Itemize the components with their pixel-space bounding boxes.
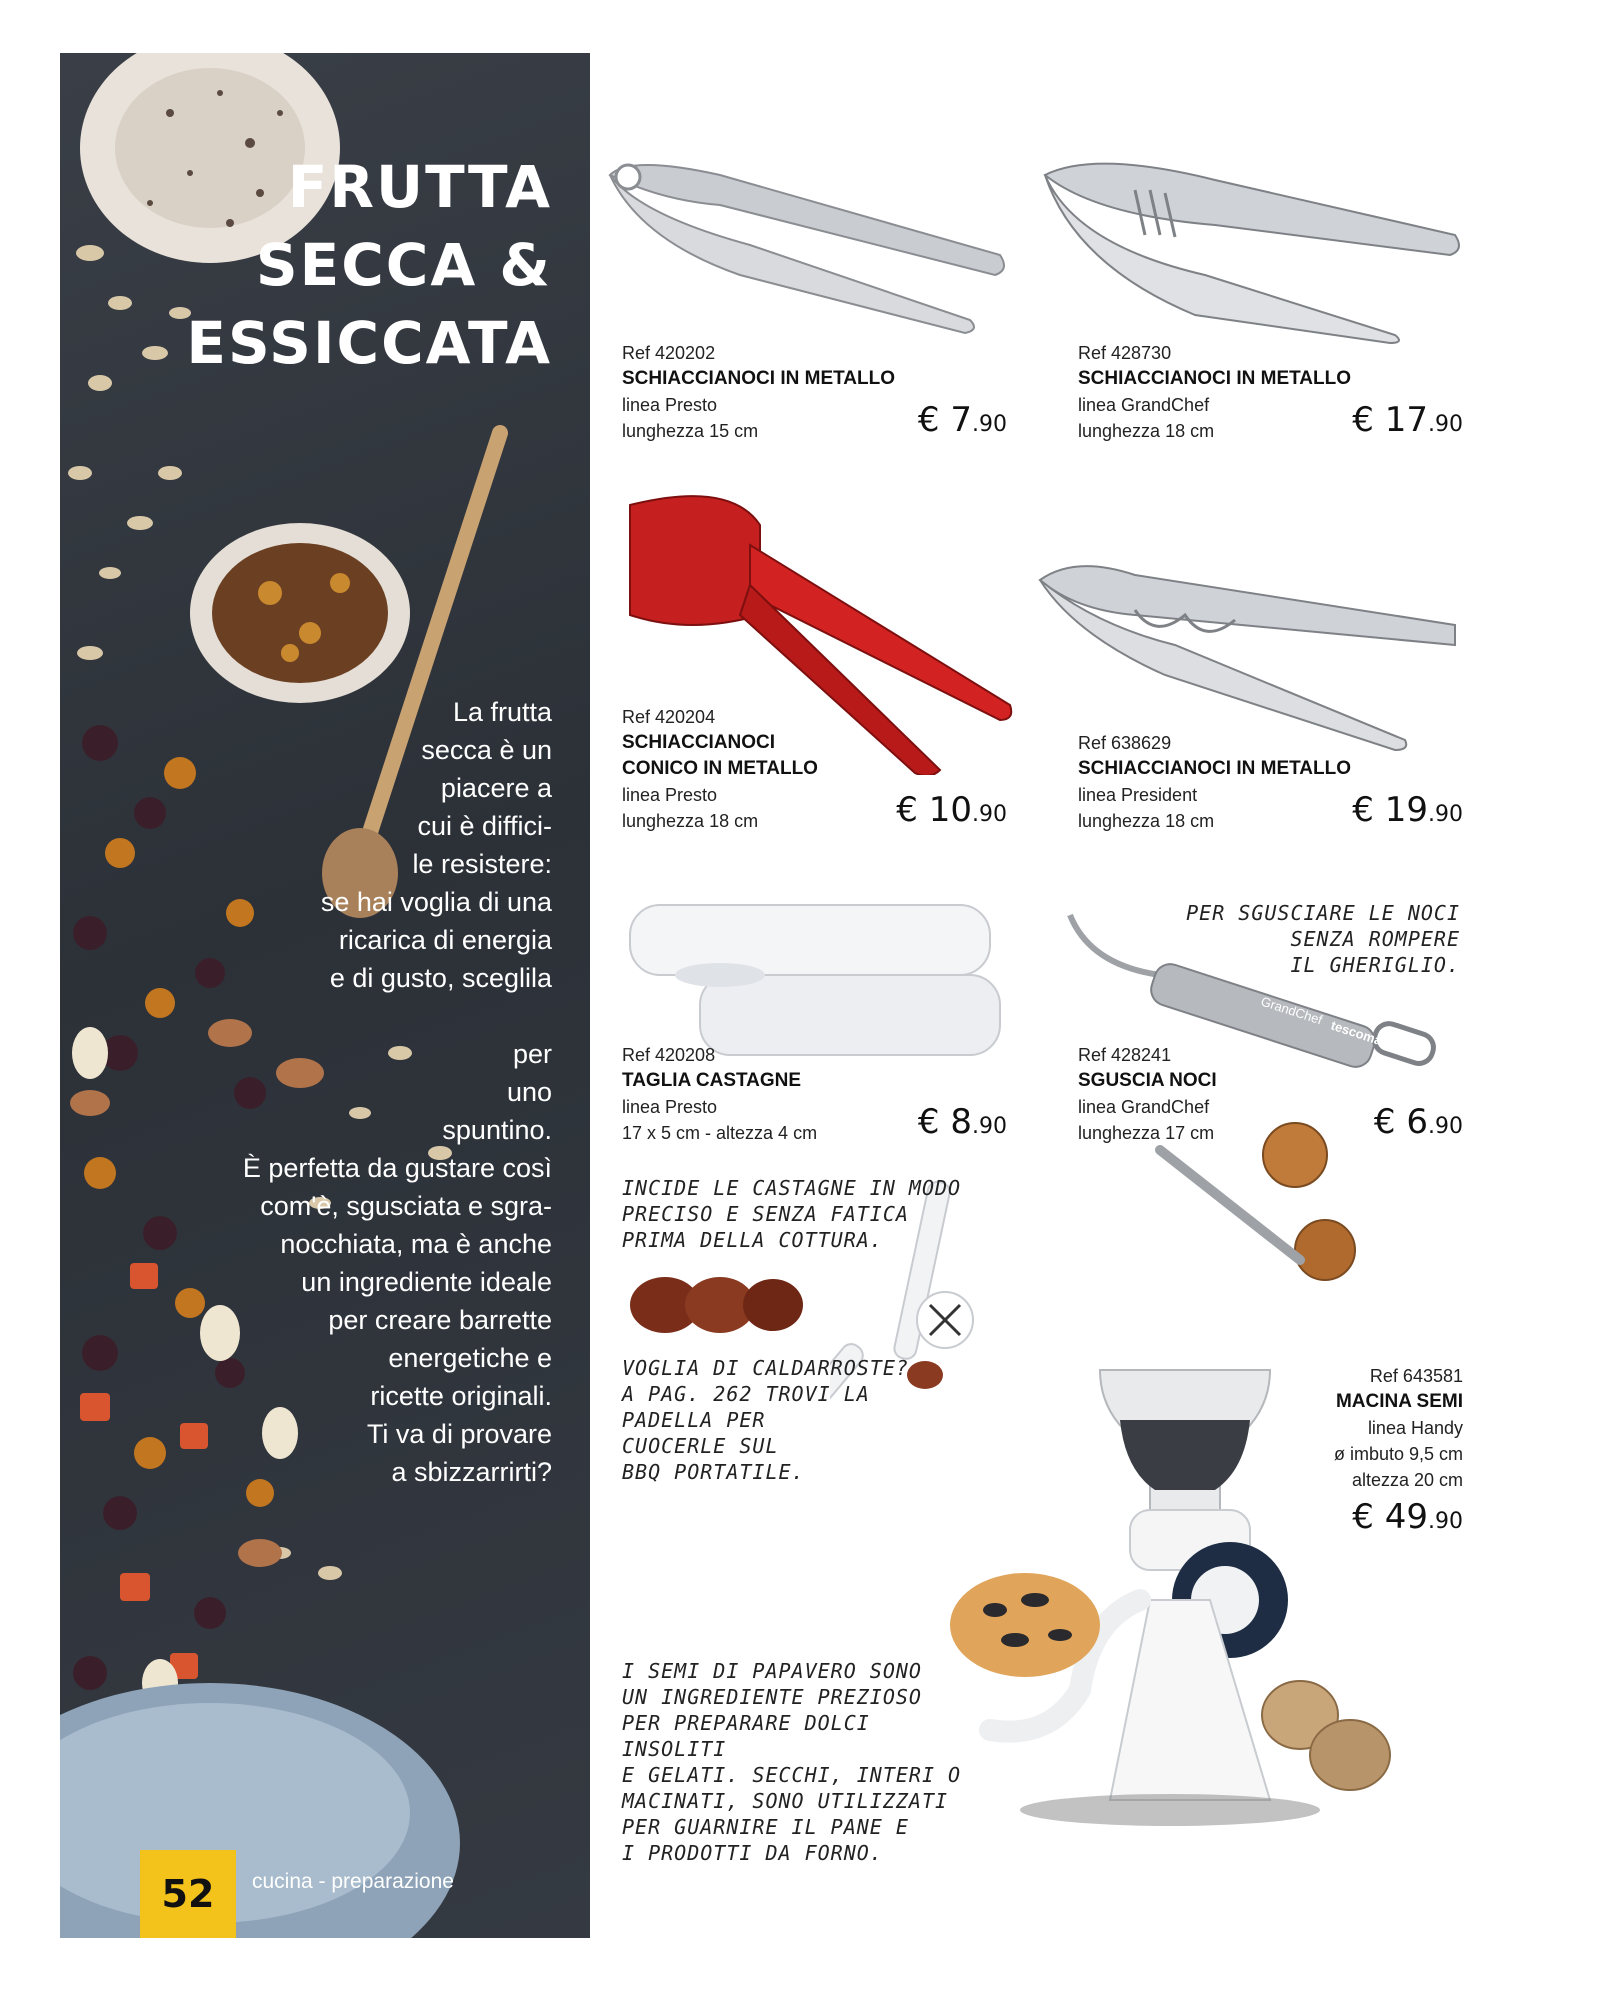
- section-label: cucina - preparazione: [252, 1870, 454, 1893]
- intro-line: cui è diffici-: [417, 811, 552, 841]
- intro-line: uno: [506, 1077, 552, 1107]
- intro-line: le resistere:: [412, 849, 552, 879]
- intro-line: se hai voglia di una: [320, 887, 552, 917]
- product-price: [918, 1102, 1007, 1142]
- note-line: SENZA ROMPERE: [1290, 927, 1460, 951]
- product-price: [1352, 400, 1463, 440]
- note-line: MACINATI, SONO UTILIZZATI: [622, 1789, 949, 1813]
- product-line: linea Handy: [1367, 1418, 1463, 1438]
- intro-line: un ingrediente ideale: [301, 1267, 552, 1297]
- note-line: I SEMI DI PAPAVERO SONO: [622, 1659, 922, 1683]
- note-line: PER PREPARARE DOLCI INSOLITI: [622, 1711, 870, 1761]
- product-ref: Ref 643581: [1369, 1366, 1463, 1386]
- product-name: SCHIACCIANOCI: [622, 732, 776, 753]
- intro-line: La frutta: [452, 697, 552, 727]
- nutcracker-presto-image: [600, 145, 1020, 335]
- intro-line: nocchiata, ma è anche: [280, 1229, 552, 1259]
- product-line: linea President: [1078, 785, 1198, 805]
- product-card-420204[interactable]: [622, 704, 1007, 840]
- page-number: 52: [140, 1850, 236, 1938]
- note-line: I PRODOTTI DA FORNO.: [622, 1841, 883, 1865]
- note-line: PRIMA DELLA COTTURA.: [622, 1228, 883, 1252]
- product-card-643581[interactable]: [1250, 1363, 1463, 1538]
- title-line-1: FRUTTA: [287, 153, 552, 221]
- intro-line: per: [512, 1039, 552, 1069]
- intro-line: Ti va di provare: [366, 1419, 552, 1449]
- price-integer: € 6: [1373, 1102, 1428, 1142]
- intro-line: per creare barrette: [328, 1305, 552, 1335]
- tescoma-logo: tescoma: [1329, 1017, 1384, 1049]
- product-name: SCHIACCIANOCI IN METALLO: [622, 368, 896, 389]
- intro-line: com'è, sgusciata e sgra-: [260, 1191, 552, 1221]
- product-size: lunghezza 18 cm: [1078, 811, 1215, 831]
- product-size: 17 x 5 cm - altezza 4 cm: [622, 1123, 818, 1143]
- product-card-420208[interactable]: [622, 1042, 1007, 1152]
- price-decimal: .90: [972, 412, 1007, 437]
- title-line-3: ESSICCATA: [186, 309, 552, 377]
- intro-gap: [112, 997, 552, 1035]
- product-ref: Ref 420204: [622, 707, 716, 727]
- product-line: linea Presto: [622, 1097, 718, 1117]
- product-line: linea Presto: [622, 785, 718, 805]
- price-decimal: .90: [972, 1114, 1007, 1139]
- note-castagne: [622, 1175, 1022, 1253]
- nutcracker-grandchef-image: [1035, 145, 1465, 345]
- note-line: A PAG. 262 TROVI LA: [622, 1382, 870, 1406]
- note-line: PADELLA PER: [622, 1408, 766, 1432]
- note-line: IL GHERIGLIO.: [1290, 953, 1460, 977]
- price-decimal: .90: [1428, 1114, 1463, 1139]
- price-integer: € 19: [1352, 790, 1428, 830]
- product-line: linea GrandChef: [1078, 395, 1210, 415]
- note-sguscia: [1100, 900, 1460, 978]
- note-line: UN INGREDIENTE PREZIOSO: [622, 1685, 922, 1709]
- roasted-chestnuts-image: [625, 1270, 805, 1340]
- price-decimal: .90: [1428, 412, 1463, 437]
- note-line: E GELATI. SECCHI, INTERI O: [622, 1763, 962, 1787]
- note-papavero: [622, 1658, 982, 1866]
- product-card-420202[interactable]: [622, 340, 1007, 450]
- product-line: linea GrandChef: [1078, 1097, 1210, 1117]
- product-line: linea Presto: [622, 395, 718, 415]
- product-size: lunghezza 18 cm: [1078, 421, 1215, 441]
- note-line: PER GUARNIRE IL PANE E: [622, 1815, 909, 1839]
- product-name: MACINA SEMI: [1335, 1391, 1463, 1412]
- price-decimal: .90: [1428, 802, 1463, 827]
- product-ref: Ref 428730: [1078, 343, 1172, 363]
- product-size: lunghezza 18 cm: [622, 811, 759, 831]
- page-title: [186, 148, 552, 382]
- product-card-428730[interactable]: [1078, 340, 1463, 450]
- product-card-428241[interactable]: [1078, 1042, 1463, 1152]
- intro-line: energetiche e: [388, 1343, 552, 1373]
- product-size: ø imbuto 9,5 cm: [1333, 1444, 1463, 1464]
- hero-photo-panel: [60, 53, 590, 1938]
- price-decimal: .90: [972, 802, 1007, 827]
- product-price: [1352, 790, 1463, 830]
- product-ref: Ref 420208: [622, 1045, 716, 1065]
- poppy-pods-image: [1250, 1670, 1400, 1800]
- note-line: BBQ PORTATILE.: [622, 1460, 805, 1484]
- intro-line: ricette originali.: [370, 1381, 552, 1411]
- product-ref: Ref 638629: [1078, 733, 1172, 753]
- product-name-2: CONICO IN METALLO: [622, 758, 818, 779]
- product-size: lunghezza 17 cm: [1078, 1123, 1215, 1143]
- note-line: CUOCERLE SUL: [622, 1434, 779, 1458]
- title-line-2: SECCA &: [255, 231, 552, 299]
- product-ref: Ref 420202: [622, 343, 716, 363]
- product-name: SCHIACCIANOCI IN METALLO: [1078, 368, 1352, 389]
- product-size-2: altezza 20 cm: [1351, 1470, 1463, 1490]
- product-price: [1352, 1497, 1463, 1537]
- intro-line: ricarica di energia: [338, 925, 552, 955]
- price-integer: € 49: [1352, 1497, 1428, 1537]
- intro-line: piacere a: [440, 773, 552, 803]
- product-ref: Ref 428241: [1078, 1045, 1172, 1065]
- note-line: INCIDE LE CASTAGNE IN MODO: [622, 1176, 962, 1200]
- nutcracker-president-image: [1035, 555, 1465, 755]
- intro-line: a sbizzarrirti?: [391, 1457, 552, 1487]
- note-line: PER SGUSCIARE LE NOCI: [1186, 901, 1460, 925]
- intro-line: spuntino.: [442, 1115, 552, 1145]
- price-integer: € 8: [917, 1102, 972, 1142]
- product-price: [896, 790, 1007, 830]
- product-name: TAGLIA CASTAGNE: [622, 1070, 802, 1091]
- intro-line: È perfetta da gustare così: [242, 1153, 552, 1183]
- intro-line: secca è un: [421, 735, 552, 765]
- price-decimal: .90: [1428, 1509, 1463, 1534]
- price-integer: € 17: [1352, 400, 1428, 440]
- product-name: SGUSCIA NOCI: [1078, 1070, 1217, 1091]
- price-integer: € 7: [917, 400, 972, 440]
- product-card-638629[interactable]: [1078, 730, 1463, 840]
- note-line: VOGLIA DI CALDARROSTE?: [622, 1356, 909, 1380]
- product-size: lunghezza 15 cm: [622, 421, 759, 441]
- product-name: SCHIACCIANOCI IN METALLO: [1078, 758, 1352, 779]
- note-line: PRECISO E SENZA FATICA: [622, 1202, 909, 1226]
- price-integer: € 10: [896, 790, 972, 830]
- tool-brand-mark: GrandChef: [1259, 993, 1325, 1028]
- product-price: [918, 400, 1007, 440]
- intro-text: [112, 693, 552, 1491]
- note-caldarroste: [622, 1355, 942, 1485]
- product-price: [1374, 1102, 1463, 1142]
- intro-line: e di gusto, sceglila: [329, 963, 552, 993]
